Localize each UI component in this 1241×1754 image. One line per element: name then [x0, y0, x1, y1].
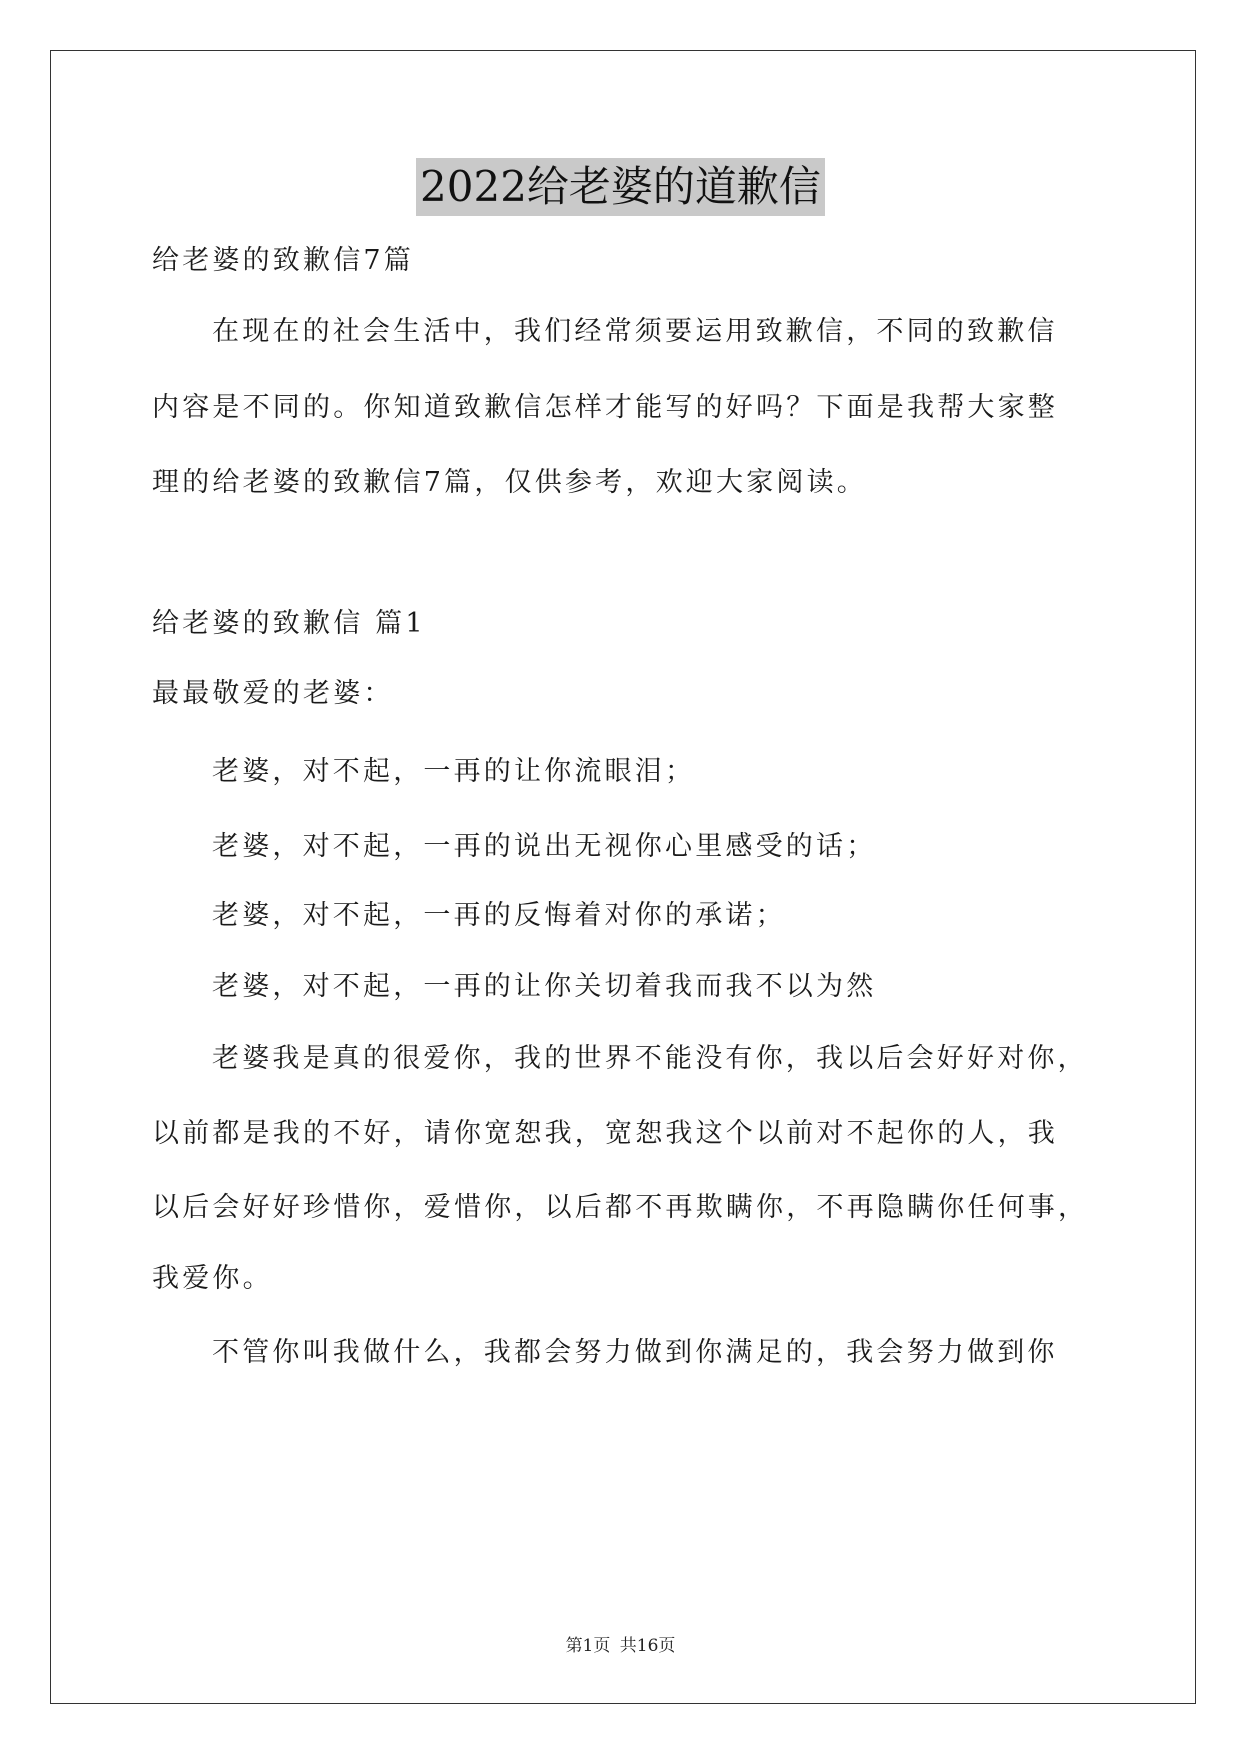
page-border	[50, 50, 1196, 1704]
intro-paragraph-line: 在现在的社会生活中，我们经常须要运用致歉信，不同的致歉信	[212, 316, 1058, 347]
subtitle-line: 给老婆的致歉信7篇	[152, 245, 414, 276]
body-line: 老婆，对不起，一再的反悔着对你的承诺；	[212, 900, 786, 931]
body-line: 老婆，对不起，一再的说出无视你心里感受的话；	[212, 831, 877, 862]
document-title: 2022给老婆的道歉信	[416, 158, 825, 216]
salutation: 最最敬爱的老婆：	[152, 678, 394, 709]
body-line: 老婆我是真的很爱你，我的世界不能没有你，我以后会好好对你，	[212, 1043, 1088, 1074]
body-line: 老婆，对不起，一再的让你流眼泪；	[212, 756, 696, 787]
page-number: 第1页	[565, 1636, 611, 1656]
page-total: 共16页	[619, 1636, 676, 1656]
body-line: 以后会好好珍惜你，爱惜你，以后都不再欺瞒你，不再隐瞒你任何事，	[152, 1192, 1089, 1223]
body-line: 不管你叫我做什么，我都会努力做到你满足的，我会努力做到你	[212, 1337, 1058, 1368]
body-line: 老婆，对不起，一再的让你关切着我而我不以为然	[212, 971, 877, 1002]
body-line: 以前都是我的不好，请你宽恕我，宽恕我这个以前对不起你的人，我	[152, 1118, 1058, 1149]
section-heading: 给老婆的致歉信 篇1	[152, 608, 426, 639]
intro-paragraph-line: 理的给老婆的致歉信7篇，仅供参考，欢迎大家阅读。	[152, 467, 867, 498]
body-line: 我爱你。	[152, 1263, 273, 1294]
page-footer	[0, 1635, 1241, 1657]
intro-paragraph-line: 内容是不同的。你知道致歉信怎样才能写的好吗？下面是我帮大家整	[152, 392, 1058, 423]
title-container	[0, 158, 1241, 216]
